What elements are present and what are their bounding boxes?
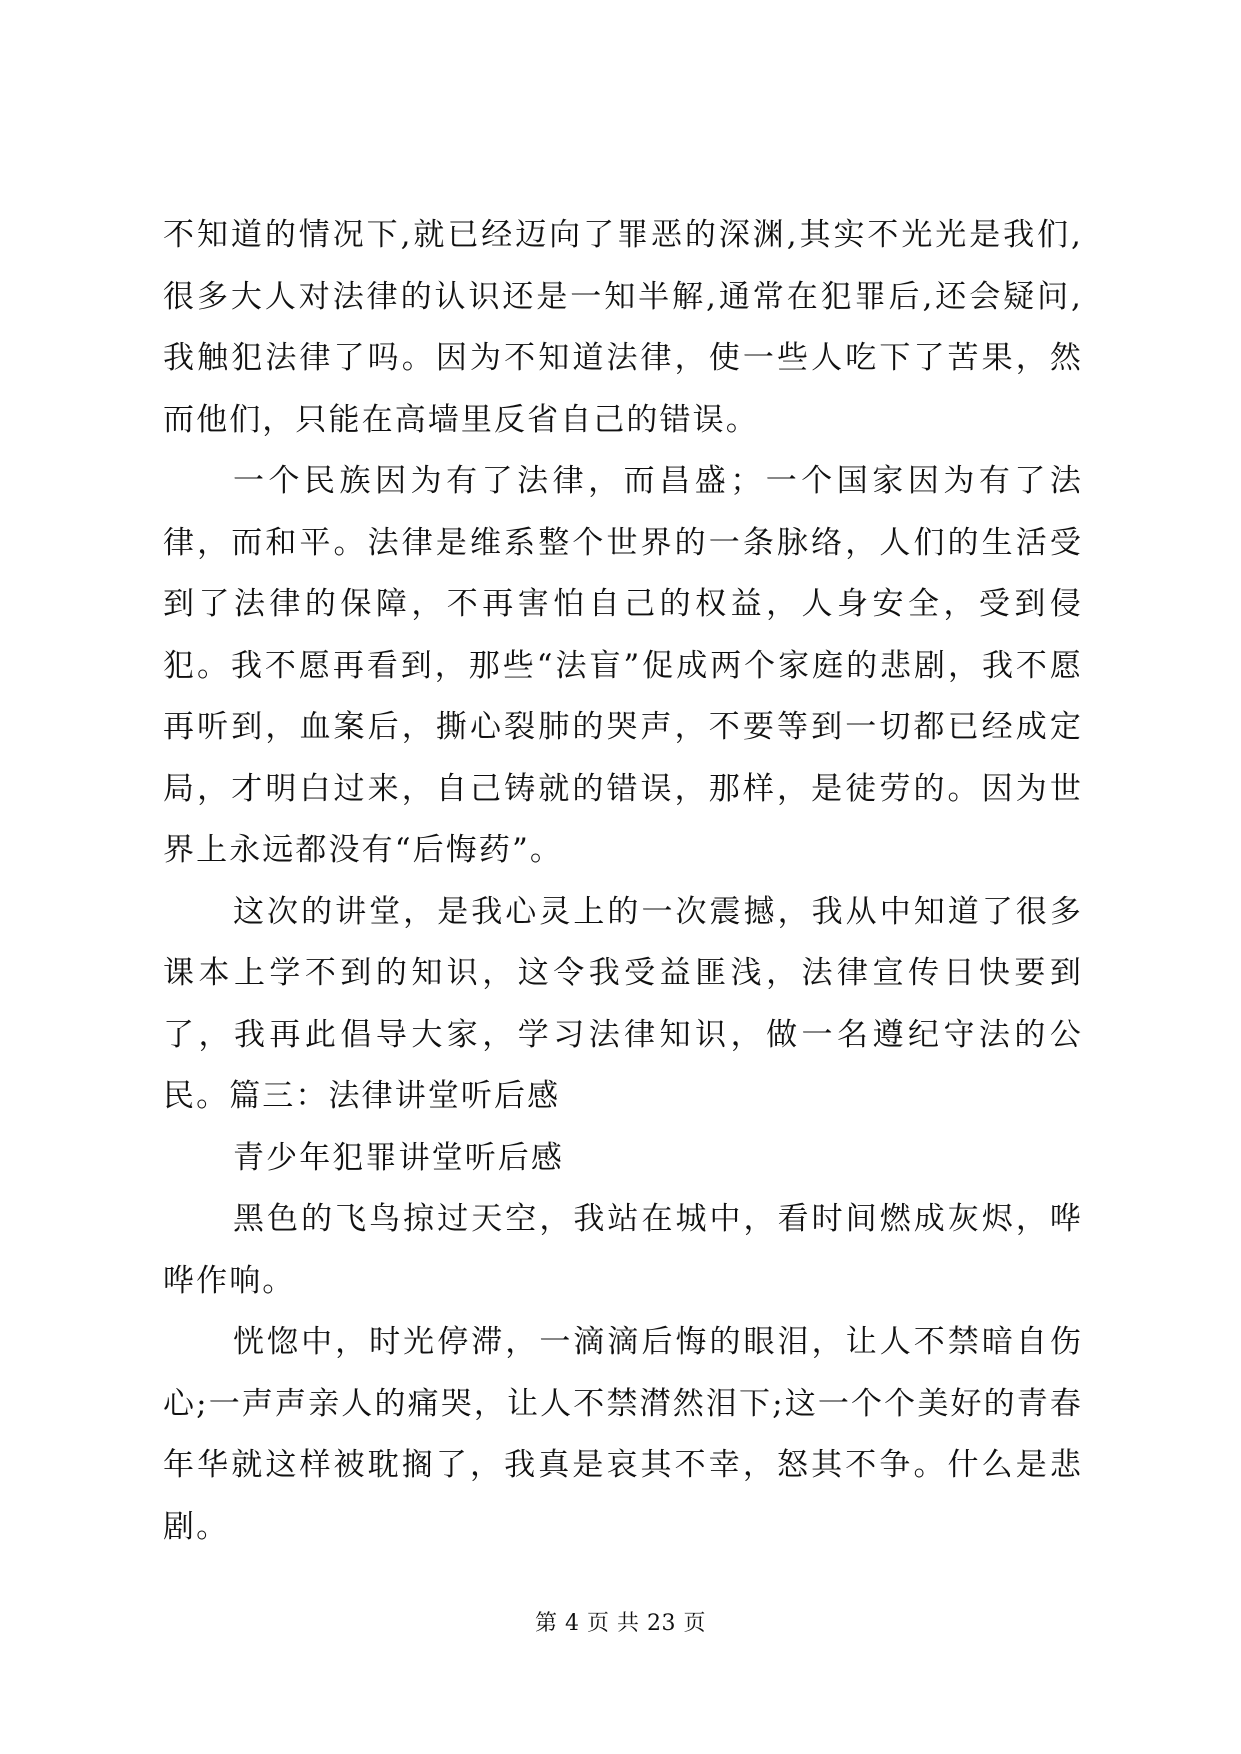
paragraph-black-bird: 黑色的飞鸟掠过天空，我站在城中，看时间燃成灰烬，哗哗作响。 [163,1201,1083,1299]
paragraph-continuation: 不知道的情况下,就已经迈向了罪恶的深渊,其实不光光是我们,很多大人对法律的认识还是一知半解,通常在犯罪后,还会疑问,我触犯法律了吗。因为不知道法律，使一些人吃下了苦果，然而他们，只能在高墙里反省自己的错误。 [163,217,1083,438]
section-subtitle: 青少年犯罪讲堂听后感 [233,1139,564,1176]
document-body [163,205,1083,1558]
paragraph-law-nation: 一个民族因为有了法律，而昌盛；一个国家因为有了法律，而和平。法律是维系整个世界的一条脉络，人们的生活受到了法律的保障，不再害怕自己的权益，人身安全，受到侵犯。我不愿再看到，那些“法盲”促成两个家庭的悲剧，我不愿再听到，血案后，撕心裂肺的哭声，不要等到一切都已经成定局，才明白过来，自己铸就的错误，那样，是徒劳的。因为世界上永远都没有“后悔药”。 [163,463,1083,868]
page-number-footer: 第 4 页 共 23 页 [535,1611,706,1636]
paragraph-tragedy: 恍惚中，时光停滞，一滴滴后悔的眼泪，让人不禁暗自伤心;一声声亲人的痛哭，让人不禁潸然泪下;这一个个美好的青春年华就这样被耽搁了，我真是哀其不幸，怒其不争。什么是悲剧。 [163,1324,1083,1545]
paragraph-lecture-impact: 这次的讲堂，是我心灵上的一次震撼，我从中知道了很多课本上学不到的知识，这令我受益匪浅，法律宣传日快要到了，我再此倡导大家，学习法律知识，做一名遵纪守法的公民。篇三：法律讲堂听后感 [163,893,1083,1114]
